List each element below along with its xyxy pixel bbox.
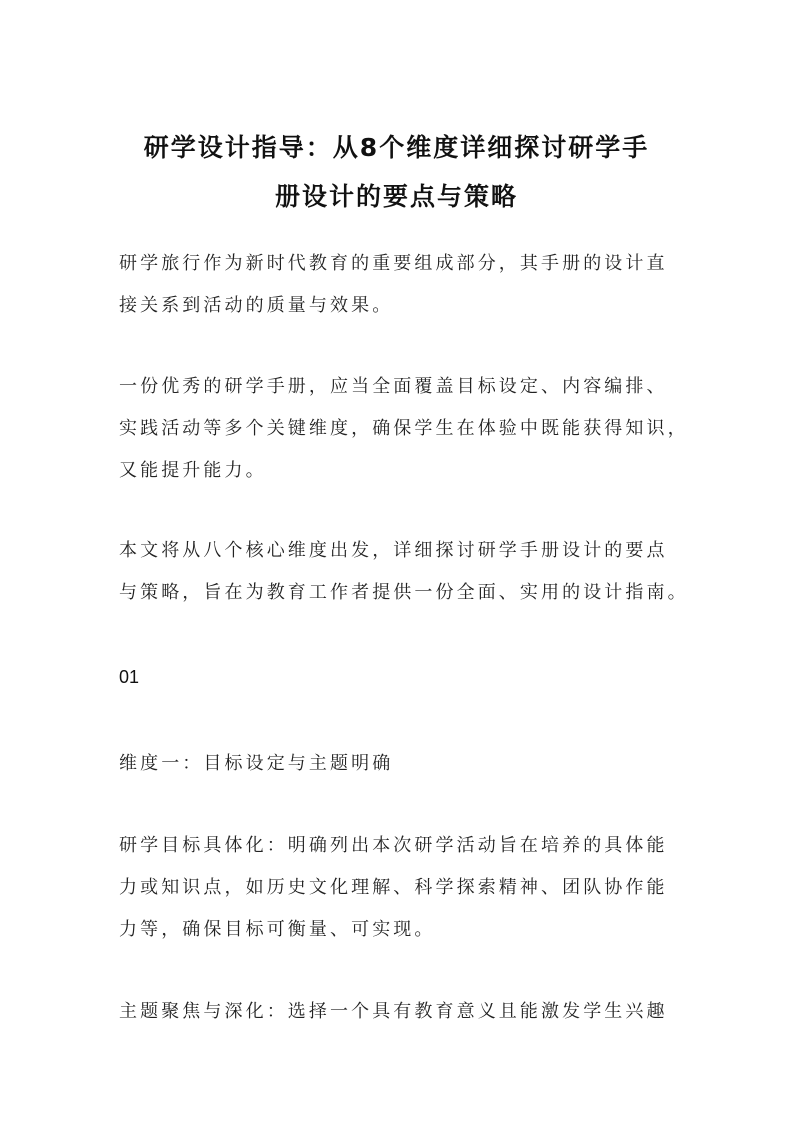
section-paragraph-1-line-1: 研学目标具体化：明确列出本次研学活动旨在培养的具体能 bbox=[119, 835, 668, 856]
document-title-line-2: 册设计的要点与策略 bbox=[274, 182, 518, 211]
section-paragraph-2-line-1: 主题聚焦与深化：选择一个具有教育意义且能激发学生兴趣 bbox=[119, 1001, 668, 1022]
intro-paragraph-3-line-2: 与策略，旨在为教育工作者提供一份全面、实用的设计指南。 bbox=[119, 582, 689, 603]
intro-paragraph-3-line-1: 本文将从八个核心维度出发，详细探讨研学手册设计的要点 bbox=[119, 540, 668, 561]
intro-paragraph-2-line-1: 一份优秀的研学手册，应当全面覆盖目标设定、内容编排、 bbox=[119, 376, 668, 397]
section-paragraph-1-line-2: 力或知识点，如历史文化理解、科学探索精神、团队协作能 bbox=[119, 877, 668, 898]
section-paragraph-1-line-3: 力等，确保目标可衡量、可实现。 bbox=[119, 919, 436, 940]
intro-paragraph-2-line-2: 实践活动等多个关键维度，确保学生在体验中既能获得知识， bbox=[119, 418, 689, 439]
intro-paragraph-2-line-3: 又能提升能力。 bbox=[119, 460, 267, 481]
document-title-line-1: 研学设计指导：从8个维度详细探讨研学手 bbox=[143, 133, 650, 162]
section-number: 01 bbox=[119, 667, 140, 687]
intro-paragraph-1-line-1: 研学旅行作为新时代教育的重要组成部分，其手册的设计直 bbox=[119, 253, 668, 274]
section-heading: 维度一：目标设定与主题明确 bbox=[119, 753, 394, 774]
intro-paragraph-1-line-2: 接关系到活动的质量与效果。 bbox=[119, 295, 394, 316]
